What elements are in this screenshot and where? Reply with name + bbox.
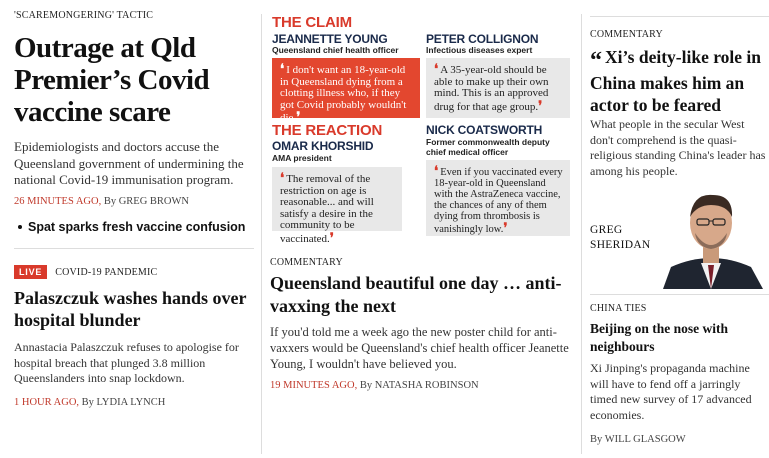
column-divider	[581, 14, 582, 454]
quote-open-icon: ❛	[280, 170, 285, 185]
second-kicker: COVID-19 PANDEMIC	[55, 266, 158, 278]
lead-kicker: 'SCAREMONGERING' TACTIC	[14, 10, 154, 21]
commentary-headline: Xi’s deity-like role in China makes him an actor to be feared	[590, 47, 762, 115]
reaction-name: OMAR KHORSHID	[272, 139, 374, 153]
middle-headline-link[interactable]: Queensland beautiful one day … anti-vaxxing the next	[270, 273, 562, 316]
commentary-headline-link[interactable]	[590, 46, 765, 116]
claim-role: Queensland chief health officer	[272, 45, 399, 55]
bullet-icon	[18, 225, 22, 229]
reaction-quote-text: The removal of the restriction on age is reasonable... and will satisfy a desire in the community to be vaccinated.	[280, 173, 374, 245]
p2-quote-text: Even if you vaccinated every 18-year-old in Queensland with the AstraZeneca vaccine, the chances of any of them dying from thrombosis is vanishingly low.	[434, 167, 563, 235]
claim-quote-text: I don't want an 18-year-old in Queensland dying from a clotting illness who, if they got Covid probably wouldn't die.	[280, 64, 407, 124]
lead-byline: By GREG BROWN	[103, 196, 190, 207]
column-right	[590, 0, 769, 458]
related-link[interactable]	[14, 220, 245, 234]
quote-open-icon: ❛	[280, 61, 285, 76]
middle-time: 19 MINUTES AGO,	[270, 380, 358, 391]
author-name	[590, 223, 651, 253]
second-time: 1 HOUR AGO,	[14, 397, 80, 408]
reaction-role: AMA president	[272, 153, 332, 163]
quote-close-icon: ❜	[503, 220, 508, 235]
middle-kicker: COMMENTARY	[270, 257, 343, 268]
lead-time: 26 MINUTES AGO,	[14, 196, 102, 207]
p1-quote-text: A 35-year-old should be able to make up their own mind. This is an approved drug for that age group.	[434, 64, 549, 113]
related-link-label: Spat sparks fresh vaccine confusion	[28, 220, 246, 234]
lead-meta	[14, 196, 189, 207]
p1-name: PETER COLLIGNON	[426, 32, 539, 46]
author-first-name: GREG	[590, 224, 623, 236]
second-meta	[14, 397, 165, 408]
reaction-quote-box	[272, 167, 402, 245]
commentary-kicker: COMMENTARY	[590, 29, 663, 40]
quote-close-icon: ❜	[538, 97, 543, 113]
middle-standfirst: If you'd told me a week ago the new poster child for anti-vaxxers would be Queensland's chief health officer Jeanette Young, I wouldn't have believed you.	[270, 325, 569, 371]
author-last-name: SHERIDAN	[590, 239, 651, 251]
column-left	[14, 0, 254, 458]
p2-role: Former commonwealth deputy chief medical officer	[426, 137, 550, 157]
claim-name: JEANNETTE YOUNG	[272, 32, 388, 46]
reaction-title: THE REACTION	[272, 122, 383, 139]
middle-byline: By NATASHA ROBINSON	[359, 380, 479, 391]
quote-close-icon: ❜	[329, 229, 334, 245]
claim-quote-box	[272, 58, 420, 124]
divider	[590, 16, 769, 17]
lead-standfirst: Epidemiologists and doctors accuse the Queensland government of undermining the national Covid-19 immunisation program.	[14, 139, 244, 187]
quote-close-icon: ❜	[296, 109, 301, 124]
divider	[590, 294, 769, 295]
p1-role: Infectious diseases expert	[426, 45, 533, 55]
column-divider	[261, 14, 262, 454]
commentary-standfirst: What people in the secular West don't comprehend is the quasi-religious standing China's leader has among his people.	[590, 117, 766, 178]
quote-mark-icon: “	[590, 48, 602, 74]
quote-open-icon: ❛	[434, 61, 439, 76]
ties-headline-link[interactable]: Beijing on the nose with neighbours	[590, 321, 729, 354]
p2-quote-box	[426, 160, 570, 236]
ties-kicker: CHINA TIES	[590, 303, 647, 314]
divider	[14, 248, 254, 249]
claim-reaction-graphic[interactable]	[270, 14, 572, 245]
middle-meta	[270, 380, 479, 391]
ties-byline: By WILL GLASGOW	[590, 434, 686, 445]
second-standfirst: Annastacia Palaszczuk refuses to apologise for hospital breach that plunged 3.8 million Queenslanders into snap lockdown.	[14, 340, 239, 385]
p1-quote-box	[426, 58, 570, 118]
claim-title: THE CLAIM	[272, 14, 352, 31]
second-kicker-row	[14, 265, 157, 279]
column-middle	[270, 0, 572, 458]
second-byline: By LYDIA LYNCH	[81, 397, 166, 408]
lead-headline-link[interactable]: Outrage at Qld Premier’s Covid vaccine scare	[14, 32, 210, 128]
p2-name: NICK COATSWORTH	[426, 123, 543, 137]
live-badge: LIVE	[14, 265, 47, 279]
ties-standfirst: Xi Jinping's propaganda machine will have to fend off a jarringly timed new survey of 17 advanced economies.	[590, 361, 752, 422]
second-headline-link[interactable]: Palaszczuk washes hands over hospital blunder	[14, 288, 247, 330]
author-photo	[653, 183, 769, 289]
quote-open-icon: ❛	[434, 163, 439, 178]
